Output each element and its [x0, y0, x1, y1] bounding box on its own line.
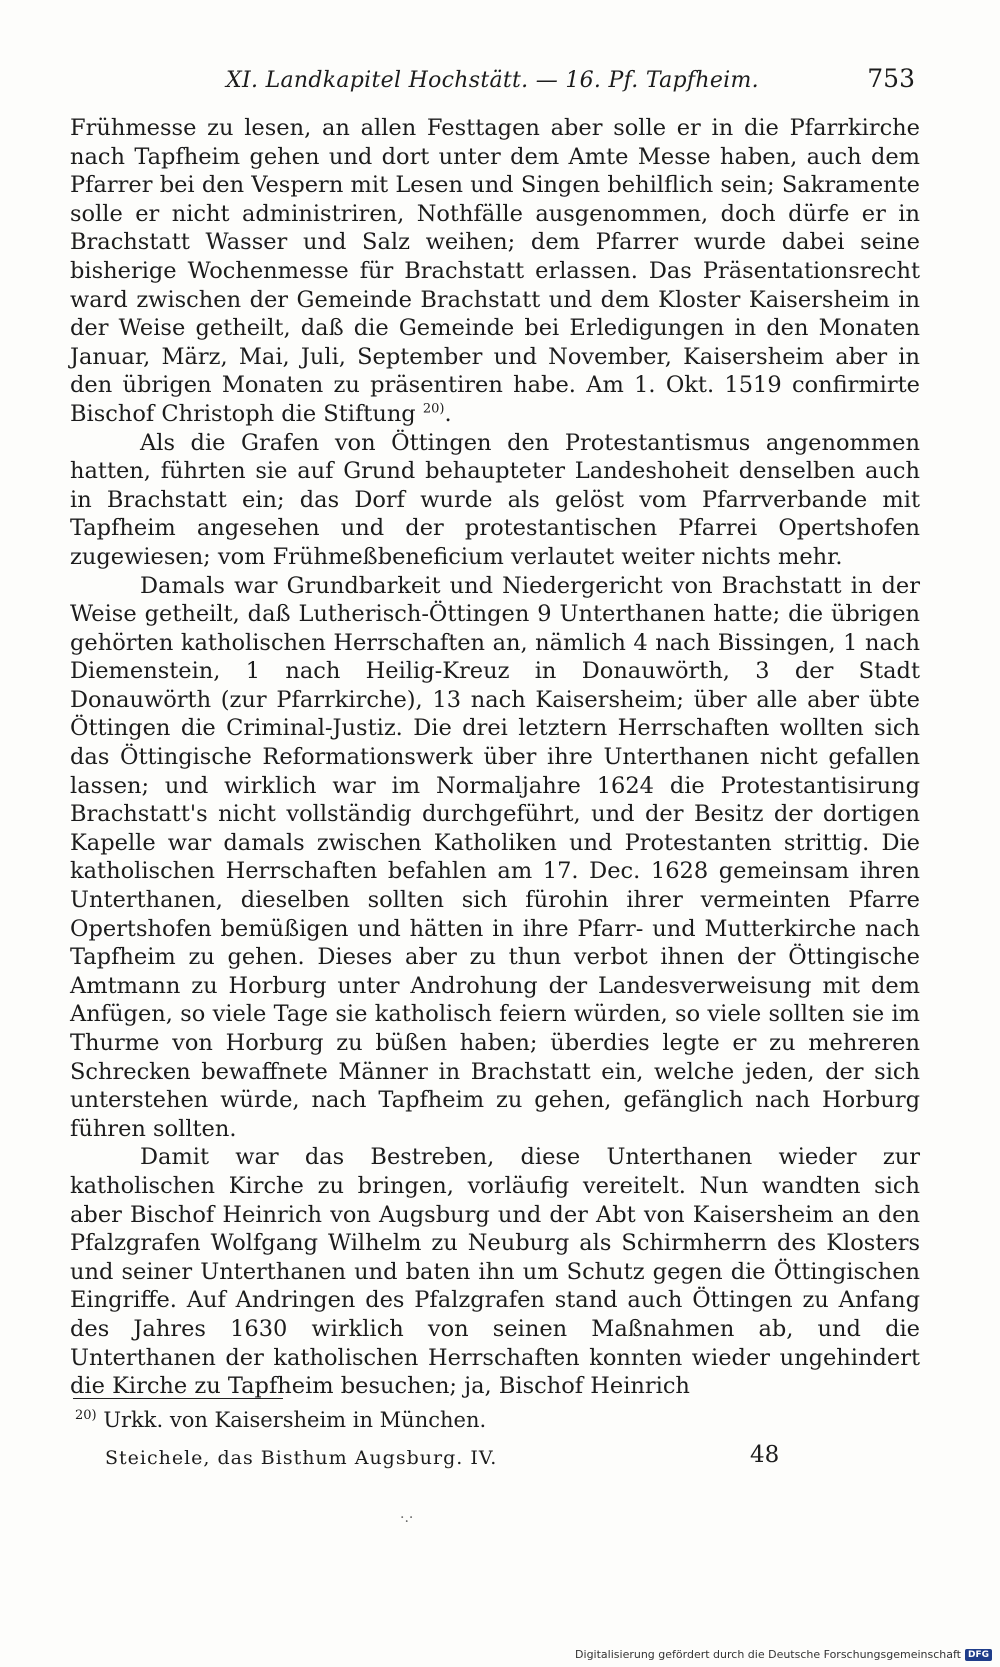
footnote	[75, 1408, 486, 1432]
footnote-ref[interactable]: 20)	[422, 401, 445, 417]
footnote-text: Urkk. von Kaisersheim in München.	[103, 1408, 487, 1432]
page-number: 753	[867, 64, 915, 93]
stray-mark: ·.·	[400, 1510, 414, 1526]
paragraph-1-tail: .	[444, 400, 452, 427]
page-header	[70, 64, 915, 100]
main-text	[70, 114, 920, 1401]
sheet-number: 48	[750, 1442, 780, 1468]
signature-line: Steichele, das Bisthum Augsburg. IV.	[105, 1447, 498, 1469]
digitization-credit	[575, 1648, 992, 1661]
paragraph-1-text: Frühmesse zu lesen, an allen Festtagen aber solle er in die Pfarrkirche nach Tapfheim gehen und dort unter dem Amte Messe haben, auch dem Pfarrer bei den Vespern mit Lesen und Singen behilflich sein; Sakramente solle er nicht administriren, Nothfälle ausgenommen, doch dürfe er in Brachstatt Wasser und Salz weihen; dem Pfarrer wurde dabei seine bisherige Wochenmesse für Brachstatt erlassen. Das Präsentationsrecht ward zwischen der Gemeinde Brachstatt und dem Kloster Kaisersheim in der Weise getheilt, daß die Gemeinde bei Erledigungen in den Monaten Januar, März, Mai, Juli, September und November, Kaisersheim aber in den übrigen Monaten zu präsentiren habe. Am 1. Okt. 1519 confirmirte Bischof Christoph die Stiftung	[70, 115, 920, 427]
footnote-divider	[73, 1398, 283, 1399]
credit-text: Digitalisierung gefördert durch die Deutsche Forschungsgemeinschaft	[575, 1648, 961, 1661]
paragraph-3: Damals war Grundbarkeit und Niedergericht von Brachstatt in der Weise getheilt, daß Lutherisch-Öttingen 9 Unterthanen hatte; die übrigen gehörten katholischen Herrschaften an, nämlich 4 nach Bissingen, 1 nach Diemenstein, 1 nach Heilig-Kreuz in Donauwörth, 3 der Stadt Donauwörth (zur Pfarrkirche), 13 nach Kaisersheim; über alle aber übte Öttingen die Criminal-Justiz. Die drei letztern Herrschaften wollten sich das Öttingische Reformationswerk über ihre Unterthanen nicht gefallen lassen; und wirklich war im Normaljahre 1624 die Protestantisirung Brachstatt's nicht vollständig durchgeführt, und der Besitz der dortigen Kapelle war damals zwischen Katholiken und Protestanten strittig. Die katholischen Herrschaften befahlen am 17. Dec. 1628 gemeinsam ihren Unterthanen, dieselben sollten sich fürohin ihrer vermeinten Pfarre Opertshofen bemüßigen und hätten in ihre Pfarr- und Mutterkirche nach Tapfheim zu gehen. Dieses aber zu thun verbot ihnen der Öttingische Amtmann zu Horburg unter Androhung der Landesverweisung mit dem Anfügen, so viele Tage sie katholisch feiern würden, so viele sollten sie im Thurme von Horburg zu büßen haben; überdies legte er zu mehreren Schrecken bewaffnete Männer in Brachstatt ein, welche jeden, der sich unterstehen würde, nach Tapfheim zu gehen, gefänglich nach Horburg führen sollten.	[70, 572, 920, 1142]
dfg-logo-icon: DFG	[965, 1649, 992, 1661]
footnote-number: 20)	[75, 1408, 97, 1423]
paragraph-4: Damit war das Bestreben, diese Unterthanen wieder zur katholischen Kirche zu bringen, vorläufig vereitelt. Nun wandten sich aber Bischof Heinrich von Augsburg und der Abt von Kaisersheim an den Pfalzgrafen Wolfgang Wilhelm zu Neuburg als Schirmherrn des Klosters und seiner Unterthanen und baten ihn um Schutz gegen die Öttingischen Eingriffe. Auf Andringen des Pfalzgrafen stand auch Öttingen zu Anfang des Jahres 1630 wirklich von seinen Maßnahmen ab, und die Unterthanen der katholischen Herrschaften konnten wieder ungehindert die Kirche zu Tapfheim besuchen; ja, Bischof Heinrich	[70, 1144, 920, 1400]
paragraph-1	[70, 114, 920, 429]
paragraph-2: Als die Grafen von Öttingen den Protestantismus angenommen hatten, führten sie auf Grund behaupteter Landeshoheit denselben auch in Brachstatt ein; das Dorf wurde als gelöst vom Pfarrverbande mit Tapfheim angesehen und der protestantischen Pfarrei Opertshofen zugewiesen; vom Frühmeßbeneficium verlautet weiter nichts mehr.	[70, 429, 920, 570]
running-title: XI. Landkapitel Hochstätt. — 16. Pf. Tapfheim.	[226, 68, 759, 93]
